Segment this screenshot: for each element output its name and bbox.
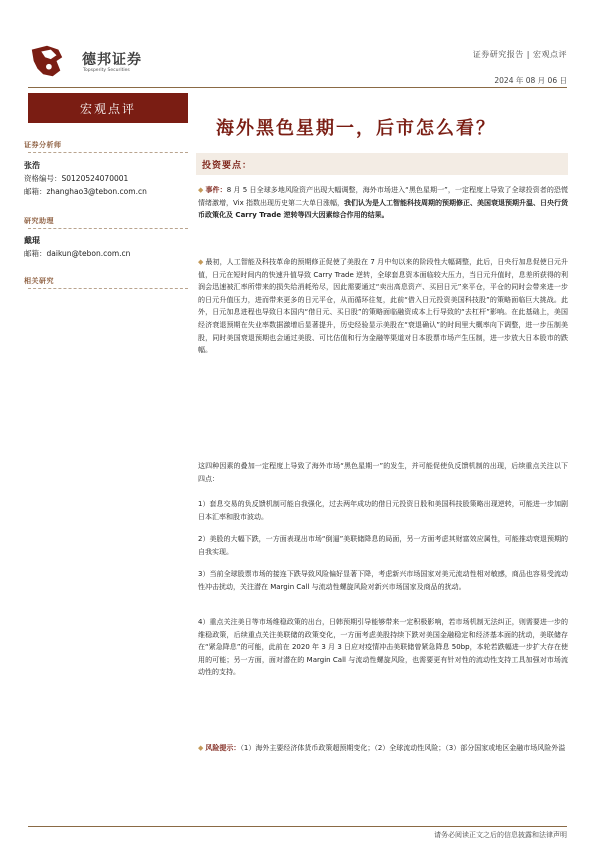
report-type: 证券研究报告 | 宏观点评 [472, 50, 567, 59]
analysis-text: 最初，人工智能及科技革命的预期修正促使了美股在 7 月中旬以来的阶段性大幅调整，此后，日央行加息促使日元升值，日元在短时间内的快速升值导致 Carry Trade 逆转，全球套息资本面临较大压力，当日元升值时，息差所获得的利润会迅速被汇率所带来的损失给消耗殆尽，因此需要通过“卖出高息资产、买回日元”来平仓，平仓的同时会带来进一步的日元升值压力，进而带来更多的日元平仓，从而循环往复，此前“借入日元投资美国科技股”的策略面临巨大挑战。此外，日元加息进程也导致日本国内“借日元、买日股”的策略面临融资成本上行导致的“去杠杆”影响。在此基础上，美国经济衰退预期在失业率数据激增后显著提升，历史经验显示美股在“衰退确认”的时间里大概率向下调整，进一步压制美股，同时美国衰退预期也会通过美股、可比估值和行为金融等渠道对日本股票市场产生压制，进一步放大日本股市的跌幅。 [198, 258, 569, 355]
event-paragraph [198, 184, 568, 222]
focus-item-2: 2）美股的大幅下跌，一方面表现出市场“倒逼”美联储降息的局面，另一方面考虑其财富效应属性，可能推动衰退预期的自我实现。 [198, 535, 568, 556]
risk-paragraph [198, 742, 568, 755]
analyst-divider [28, 152, 188, 153]
focus-item-1: 1）套息交易的负反馈机制可能自我强化，过去两年成功的借日元投资日股和美国科技股策略出现逆转，可能进一步加剧日本汇率和股市波动。 [198, 500, 568, 521]
keypoints-bar [196, 153, 568, 175]
event-text: 8 月 5 日全球多地风险资产出现大幅调整，海外市场进入“黑色星期一”，一定程度上导致了全球投资者的恐慌情绪激增，Vix 指数出现历史第二大单日涨幅， [198, 186, 569, 207]
footer-divider [28, 826, 567, 827]
bullet-icon: ◆ [198, 186, 204, 194]
related-research-heading: 相关研究 [24, 277, 54, 285]
analyst-email[interactable]: 邮箱：zhanghao3@tebon.com.cn [24, 187, 147, 196]
focus-item-4: 4）重点关注美日等市场维稳政策的出台，日韩预期引导能够带来一定积极影响，若市场机制无法纠正，则需要进一步的维稳政策，后续重点关注美联储的政策变化，一方面考虑美股持续下跌对美国金融稳定和经济基本面的扰动，美联储存在“紧急降息”的可能，此前在 2020 年 3 月 3 日应对疫情冲击美联储曾紧急降息 50bp，本轮若跌幅进一步扩大存在使用的可能；另一方面，面对潜在的 Margin Call 与流动性螺旋风险，也需要更有针对性的流动性支持工具加强对市场流动性的支持。 [198, 618, 568, 677]
brand-name: 德邦证券 [82, 52, 142, 68]
bullet-icon: ◆ [198, 258, 204, 266]
header-divider [28, 87, 567, 88]
focus-item-3: 3）当前全球股票市场的接连下跌导致风险偏好显著下降，考虑新兴市场国家对美元流动性相对敏感，商品也容易受流动性冲击扰动，关注潜在 Margin Call 与流动性螺旋风险对新兴市场国家及商品的扰动。 [198, 570, 568, 591]
assistant-name: 戴琨 [24, 236, 40, 245]
assistant-email[interactable]: 邮箱：daikun@tebon.com.cn [24, 249, 131, 258]
analyst-certificate: 资格编号：S0120524070001 [24, 174, 129, 183]
analyst-name: 张浩 [24, 161, 40, 170]
assistant-divider [28, 228, 188, 229]
summary-paragraph: 这四种因素的叠加一定程度上导致了海外市场“黑色星期一”的发生，并可能促使负反馈机制的出现，后续重点关注以下四点： [198, 462, 568, 483]
report-date: 2024 年 08 月 06 日 [494, 76, 567, 85]
risk-text: （1）海外主要经济体货币政策超预期变化；（2）全球流动性风险；（3）部分国家或地区金融市场风险外溢 [240, 744, 566, 752]
risk-label: 风险提示： [205, 744, 241, 752]
event-label: 事件： [205, 186, 227, 194]
bullet-icon: ◆ [198, 744, 204, 752]
analyst-heading: 证券分析师 [24, 141, 62, 149]
footer-disclaimer: 请务必阅读正文之后的信息披露和法律声明 [434, 831, 567, 839]
category-banner: 宏观点评 [28, 93, 188, 123]
title-box [196, 108, 568, 146]
assistant-heading: 研究助理 [24, 217, 54, 225]
page-title: 海外黑色星期一，后市怎么看？ [216, 118, 496, 139]
related-research-divider [28, 288, 188, 289]
keypoints-label: 投资要点： [202, 160, 253, 171]
event-conclusion: 我们认为是人工智能科技周期的预期修正、美国衰退预期升温、日央行货币政策化及 Carry Trade 逆转等四大因素综合作用的结果。 [198, 198, 568, 220]
company-logo-icon [28, 42, 66, 80]
brand-english-name: Topsperity Securities [83, 68, 130, 73]
analysis-paragraph [198, 256, 568, 357]
